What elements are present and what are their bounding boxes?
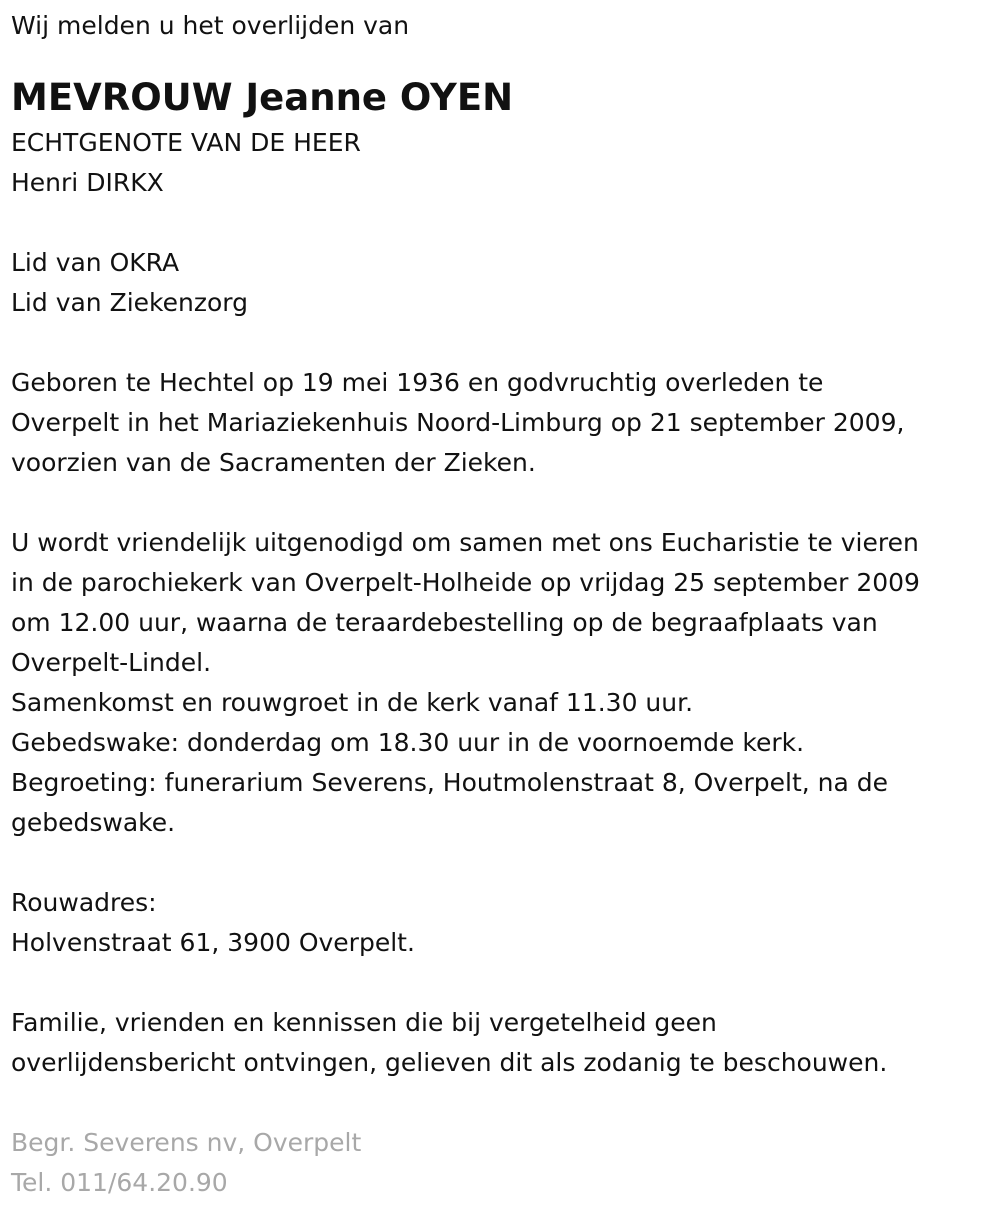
ceremony-line: U wordt vriendelijk uitgenodigd om samen met ons Eucharistie te vieren: [11, 528, 919, 557]
membership-line: Lid van OKRA: [11, 248, 180, 277]
birth-death-line: Overpelt in het Mariaziekenhuis Noord-Limburg op 21 september 2009,: [11, 408, 905, 437]
ceremony-line: Begroeting: funerarium Severens, Houtmolenstraat 8, Overpelt, na de: [11, 768, 889, 797]
birth-death-line: voorzien van de Sacramenten der Zieken.: [11, 448, 536, 477]
ceremony-line: Gebedswake: donderdag om 18.30 uur in de voornoemde kerk.: [11, 728, 805, 757]
birth-death-line: Geboren te Hechtel op 19 mei 1936 en godvruchtig overleden te: [11, 368, 824, 397]
ceremony-line: Overpelt-Lindel.: [11, 648, 212, 677]
spouse-name: Henri DIRKX: [11, 168, 164, 197]
ceremony-line: Samenkomst en rouwgroet in de kerk vanaf 11.30 uur.: [11, 688, 694, 717]
spacer: [11, 963, 996, 1003]
spacer: [11, 203, 996, 243]
closing-line: overlijdensbericht ontvingen, gelieven dit als zodanig te beschouwen.: [11, 1048, 888, 1077]
spacer: [11, 843, 996, 883]
spacer: [11, 1083, 996, 1123]
deceased-name: MEVROUW Jeanne OYEN: [11, 76, 514, 119]
spouse-line: ECHTGENOTE VAN DE HEER: [11, 128, 361, 157]
spacer: [11, 483, 996, 523]
address-value: Holvenstraat 61, 3900 Overpelt.: [11, 928, 415, 957]
funeral-home-name: Begr. Severens nv, Overpelt: [11, 1128, 362, 1157]
funeral-home-phone: Tel. 011/64.20.90: [11, 1168, 228, 1197]
ceremony-line: om 12.00 uur, waarna de teraardebestelling op de begraafplaats van: [11, 608, 878, 637]
intro-text: Wij melden u het overlijden van: [11, 11, 410, 40]
ceremony-line: gebedswake.: [11, 808, 176, 837]
obituary-notice: [11, 6, 996, 1203]
membership-line: Lid van Ziekenzorg: [11, 288, 248, 317]
address-label: Rouwadres:: [11, 888, 157, 917]
ceremony-line: in de parochiekerk van Overpelt-Holheide op vrijdag 25 september 2009: [11, 568, 920, 597]
spacer: [11, 323, 996, 363]
closing-line: Familie, vrienden en kennissen die bij vergetelheid geen: [11, 1008, 717, 1037]
